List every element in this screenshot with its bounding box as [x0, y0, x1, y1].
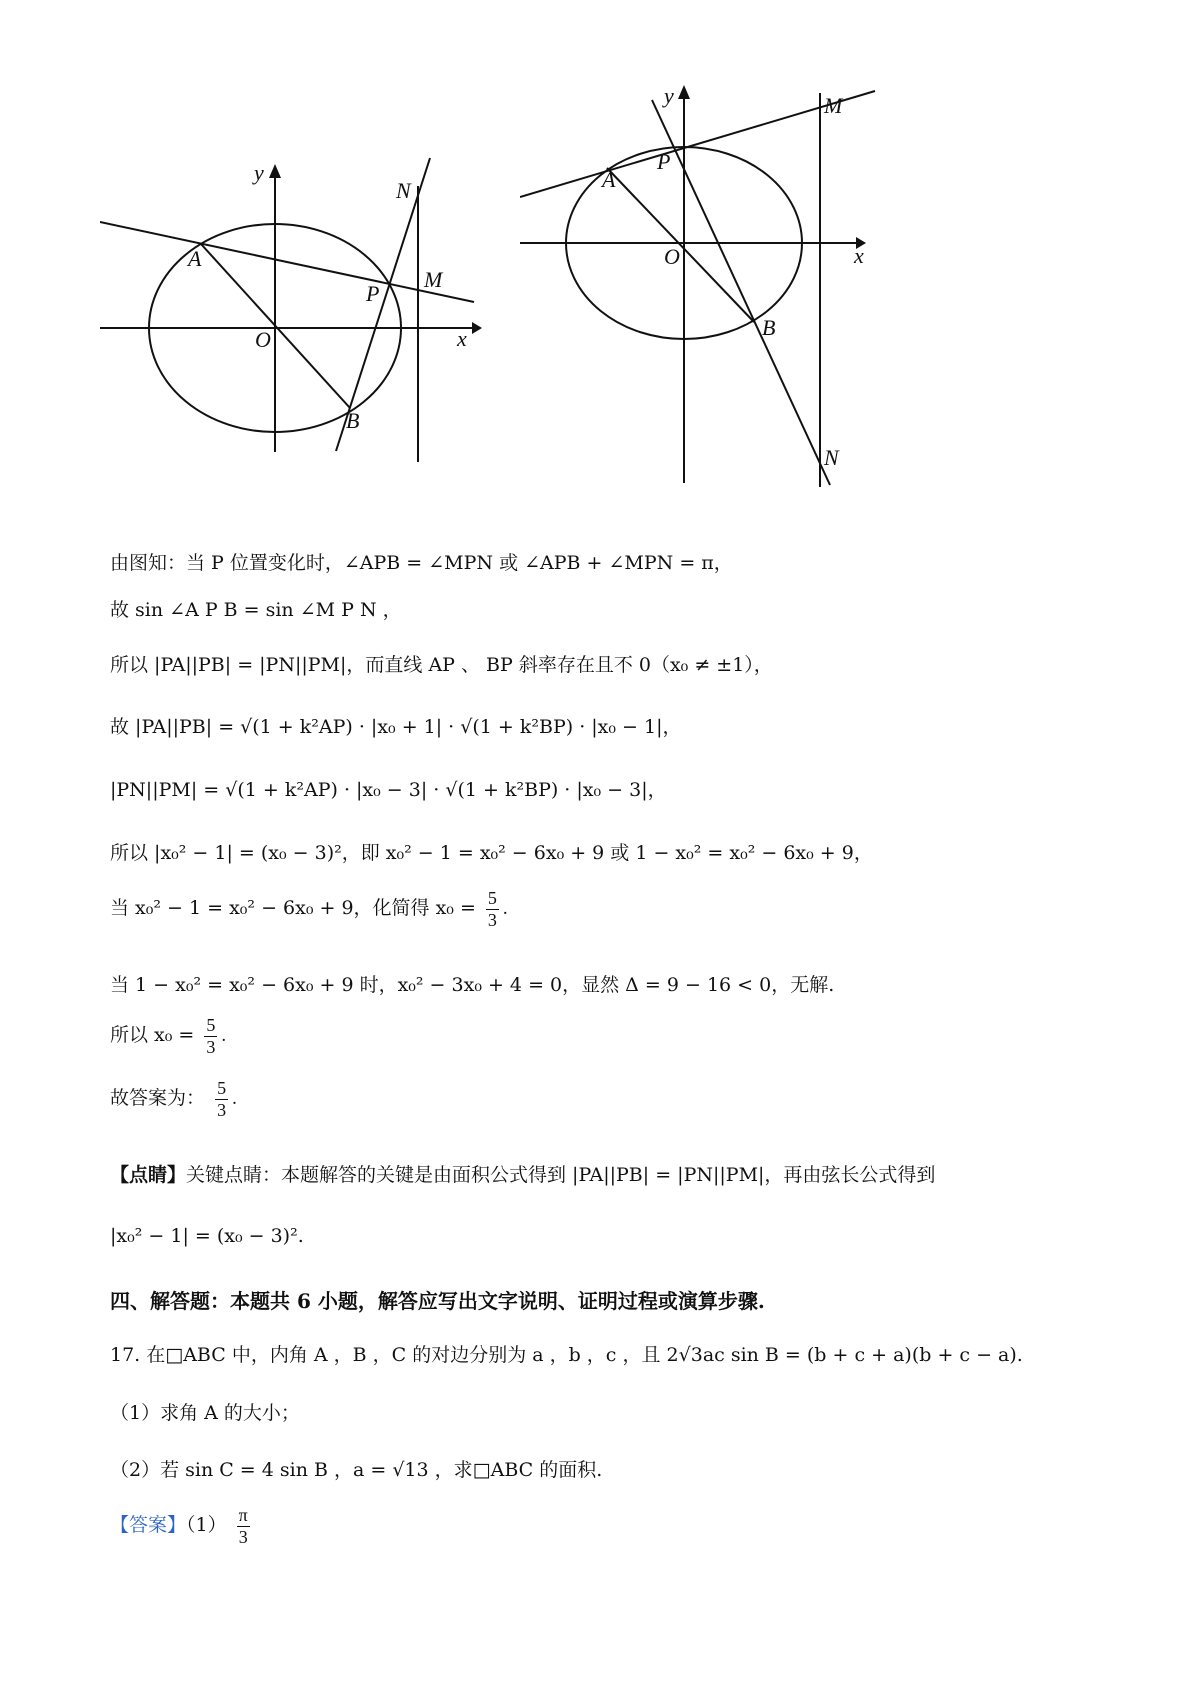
fraction-numerator: 5	[206, 1015, 216, 1035]
ellipse-diagram-left	[100, 150, 490, 470]
point-m-label: M	[824, 93, 843, 118]
fraction-numerator: 5	[487, 888, 497, 908]
question-17-part-1: （1）求角 A 的大小；	[110, 1402, 300, 1424]
line-9-text: 所以 x₀ =	[110, 1024, 195, 1047]
point-p-label: P	[657, 149, 671, 174]
line-10-text: 故答案为：	[110, 1087, 206, 1110]
question-17: 17. 在□ABC 中，内角 A ，B ，C 的对边分别为 a ，b ，c ，且 2√3ac sin B = (b + c + a)(b + c − a).	[110, 1344, 1023, 1366]
key-point-line	[110, 1160, 935, 1187]
fraction-5-3	[486, 888, 499, 930]
fraction-5-3	[204, 1015, 217, 1057]
point-n-label: N	[396, 178, 411, 203]
question-17-part-2: （2）若 sin C = 4 sin B ，a = √13 ，求□ABC 的面积.	[110, 1459, 603, 1481]
fraction-denominator: 3	[217, 1099, 227, 1120]
solution-line-6: 所以 |x₀² − 1| = (x₀ − 3)²，即 x₀² − 1 = x₀² − 6x₀ + 9 或 1 − x₀² = x₀² − 6x₀ + 9，	[110, 842, 873, 864]
axis-y-label: y	[254, 160, 264, 185]
fraction-denominator: 3	[206, 1036, 216, 1057]
point-p-label: P	[366, 281, 380, 306]
fraction-denominator: 3	[487, 909, 497, 930]
key-point-tag: 【点睛】	[110, 1164, 187, 1186]
fraction-numerator: π	[238, 1505, 248, 1525]
origin-label: O	[664, 244, 680, 269]
answer-part-1: （1）	[186, 1514, 227, 1537]
point-a-label: A	[602, 167, 616, 192]
ellipse-diagram-right	[520, 85, 880, 495]
figure-left	[100, 150, 490, 470]
fraction-5-3	[215, 1078, 228, 1120]
point-b-label: B	[762, 315, 776, 340]
key-point-text: 关键点睛：本题解答的关键是由面积公式得到 |PA||PB| = |PN||PM|，再由弦长公式得到	[186, 1164, 936, 1186]
point-b-label: B	[346, 408, 360, 433]
point-m-label: M	[424, 267, 443, 292]
fraction-pi-3	[237, 1505, 250, 1547]
solution-line-5: |PN||PM| = √(1 + k²AP) · |x₀ − 3| · √(1 + k²BP) · |x₀ − 3|，	[110, 779, 667, 801]
solution-line-4: 故 |PA||PB| = √(1 + k²AP) · |x₀ + 1| · √(1 + k²BP) · |x₀ − 1|，	[110, 716, 682, 738]
key-point-formula: |x₀² − 1| = (x₀ − 3)².	[110, 1225, 304, 1247]
axis-y-label: y	[664, 85, 674, 108]
solution-line-8: 当 1 − x₀² = x₀² − 6x₀ + 9 时，x₀² − 3x₀ + 4 = 0，显然 Δ = 9 − 16 < 0，无解.	[110, 974, 835, 996]
solution-line-9: 所以 x₀ = $\frac{5}{3}$ .	[110, 1015, 227, 1057]
figure-right	[520, 85, 880, 495]
point-a-label: A	[188, 246, 202, 271]
answer-line	[110, 1505, 254, 1547]
answer-tag: 【答案】	[110, 1514, 187, 1537]
solution-line-1: 由图知：当 P 位置变化时，∠APB = ∠MPN 或 ∠APB + ∠MPN = π，	[110, 552, 733, 574]
axis-x-label: x	[457, 326, 467, 351]
line-7-text: 当 x₀² − 1 = x₀² − 6x₀ + 9，化简得 x₀ =	[110, 897, 476, 920]
fraction-denominator: 3	[237, 1526, 250, 1548]
point-n-label: N	[824, 445, 839, 470]
solution-line-2: 故 sin ∠A P B = sin ∠M P N ，	[110, 599, 402, 621]
solution-line-7: 当 x₀² − 1 = x₀² − 6x₀ + 9，化简得 x₀ = $\frac{5}{3}$ .	[110, 888, 508, 930]
solution-line-10: 故答案为： $\frac{5}{3}$ .	[110, 1078, 237, 1120]
solution-line-3: 所以 |PA||PB| = |PN||PM|，而直线 AP 、 BP 斜率存在且不 0（x₀ ≠ ±1），	[110, 654, 773, 676]
section-heading: 四、解答题：本题共 6 小题，解答应写出文字说明、证明过程或演算步骤.	[110, 1289, 765, 1313]
fraction-numerator: 5	[217, 1078, 227, 1098]
origin-label: O	[255, 327, 271, 352]
axis-x-label: x	[854, 243, 864, 268]
